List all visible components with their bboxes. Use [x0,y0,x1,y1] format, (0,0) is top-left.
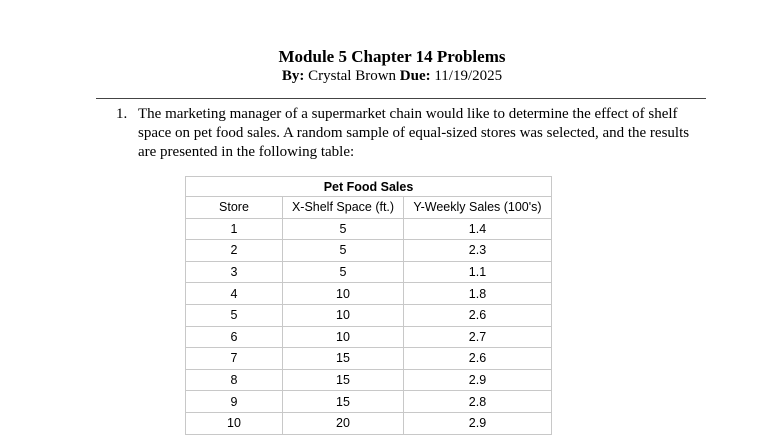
by-label: By: [281,68,305,84]
cell-shelf-space: 20 [283,412,404,434]
cell-shelf-space: 10 [283,326,404,348]
cell-weekly-sales: 2.3 [404,240,552,262]
cell-shelf-space: 5 [283,240,404,262]
table-row [186,412,552,434]
horizontal-rule [96,98,706,99]
cell-store: 4 [186,283,283,305]
table-header-row [186,197,552,219]
due-date: 11/19/2025 [434,68,503,84]
cell-weekly-sales: 1.1 [404,261,552,283]
header-weekly-sales: Y-Weekly Sales (100's) [404,197,552,219]
cell-weekly-sales: 1.8 [404,283,552,305]
cell-shelf-space: 5 [283,218,404,240]
cell-shelf-space: 5 [283,261,404,283]
cell-store: 7 [186,348,283,370]
document-title: Module 5 Chapter 14 Problems [278,47,506,66]
table-caption-row [186,177,552,197]
table-row [186,218,552,240]
author-name: Crystal Brown [308,68,397,84]
table-caption: Pet Food Sales [186,177,552,197]
cell-shelf-space: 10 [283,283,404,305]
cell-weekly-sales: 2.6 [404,348,552,370]
cell-shelf-space: 15 [283,348,404,370]
cell-weekly-sales: 2.6 [404,304,552,326]
cell-store: 6 [186,326,283,348]
problem-number: 1. [116,106,128,122]
due-label: Due: [399,68,431,84]
table-row [186,348,552,370]
table-row [186,261,552,283]
cell-store: 5 [186,304,283,326]
cell-store: 2 [186,240,283,262]
cell-weekly-sales: 2.8 [404,391,552,413]
cell-store: 10 [186,412,283,434]
cell-store: 3 [186,261,283,283]
problem-text: The marketing manager of a supermarket chain would like to determine the effect of shelf space on pet food sales. A random sample of equal-sized stores was selected, and the results are presented in the following table: [138,106,690,160]
cell-store: 1 [186,218,283,240]
cell-shelf-space: 10 [283,304,404,326]
cell-weekly-sales: 2.9 [404,412,552,434]
cell-weekly-sales: 2.9 [404,369,552,391]
cell-shelf-space: 15 [283,391,404,413]
table-row [186,283,552,305]
cell-weekly-sales: 2.7 [404,326,552,348]
header-store: Store [186,197,283,219]
cell-shelf-space: 15 [283,369,404,391]
cell-store: 8 [186,369,283,391]
header-shelf-space: X-Shelf Space (ft.) [283,197,404,219]
table-row [186,326,552,348]
table-row [186,304,552,326]
table-row [186,369,552,391]
cell-store: 9 [186,391,283,413]
table-row [186,391,552,413]
table-body [186,218,552,434]
pet-food-sales-table [185,176,552,435]
byline [0,67,784,85]
table-row [186,240,552,262]
cell-weekly-sales: 1.4 [404,218,552,240]
